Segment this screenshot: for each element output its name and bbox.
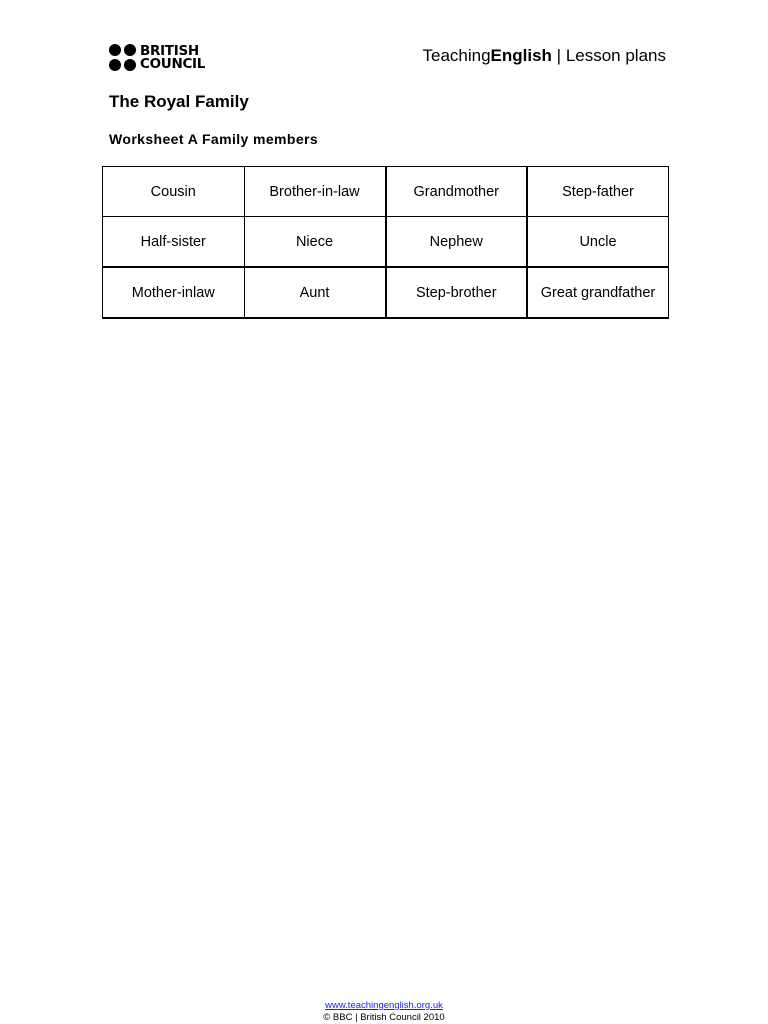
- worksheet-subtitle: Worksheet A Family members: [109, 131, 319, 147]
- header-brand: [422, 46, 666, 66]
- table-cell: Grandmother: [386, 167, 528, 217]
- table-cell: Step-brother: [386, 267, 528, 318]
- table-row: [103, 217, 669, 268]
- table-row: [103, 167, 669, 217]
- logo-dots-icon: [109, 44, 136, 71]
- website-link[interactable]: www.teachingenglish.org.uk: [325, 1000, 443, 1011]
- table-cell: Cousin: [103, 167, 245, 217]
- table-cell: Niece: [244, 217, 386, 268]
- table-cell: Half-sister: [103, 217, 245, 268]
- british-council-logo: [109, 44, 205, 71]
- table-row: [103, 267, 669, 318]
- logo-text: [140, 42, 206, 72]
- brand-bold: English: [490, 46, 552, 65]
- table-cell: Uncle: [527, 217, 669, 268]
- table-cell: Step-father: [527, 167, 669, 217]
- brand-suffix: | Lesson plans: [551, 46, 666, 65]
- table-cell: Brother-in-law: [244, 167, 386, 217]
- copyright-text: © BBC | British Council 2010: [323, 1012, 445, 1023]
- brand-prefix: Teaching: [422, 46, 491, 65]
- page-footer: [0, 1000, 768, 1024]
- table-cell: Nephew: [386, 217, 528, 268]
- table-cell: Aunt: [244, 267, 386, 318]
- logo-line-1: BRITISH: [140, 42, 199, 59]
- table-cell: Mother-inlaw: [103, 267, 245, 318]
- logo-line-2: COUNCIL: [140, 55, 206, 72]
- table-cell: Great grandfather: [527, 267, 669, 318]
- family-members-table: [102, 166, 669, 319]
- page-title: The Royal Family: [109, 92, 249, 111]
